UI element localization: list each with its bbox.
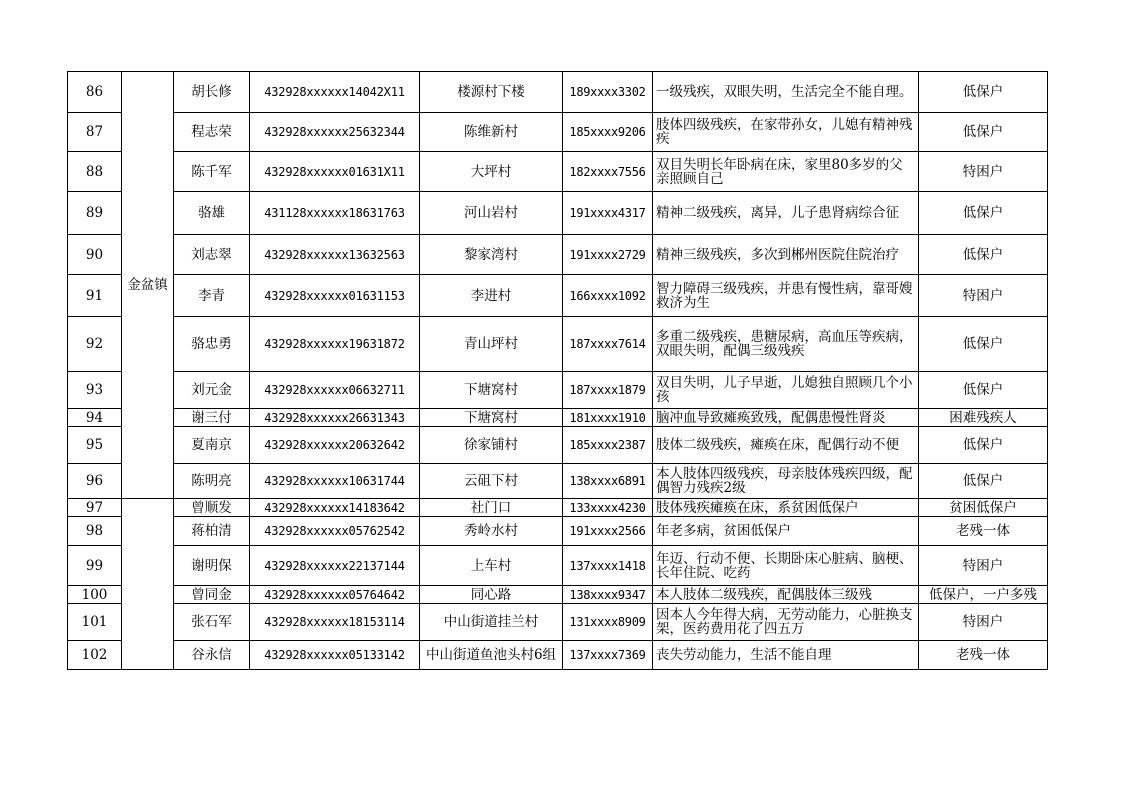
row-number: 94 bbox=[68, 409, 122, 427]
table-row bbox=[68, 586, 1048, 604]
row-number: 93 bbox=[68, 372, 122, 409]
name-cell: 陈明亮 bbox=[174, 464, 250, 499]
name-cell: 刘志翠 bbox=[174, 235, 250, 275]
table-row bbox=[68, 192, 1048, 235]
village-cell: 下塘窝村 bbox=[420, 409, 563, 427]
category-cell: 低保户 bbox=[919, 427, 1048, 464]
row-number: 92 bbox=[68, 317, 122, 372]
village-cell: 楼源村下楼 bbox=[420, 72, 563, 113]
category-cell: 低保户 bbox=[919, 464, 1048, 499]
row-number: 88 bbox=[68, 152, 122, 192]
village-cell: 中山街道鱼池头村6组 bbox=[420, 641, 563, 670]
id-number-cell: 432928xxxxxx22137144 bbox=[250, 546, 420, 586]
description-cell: 年老多病，贫困低保户 bbox=[653, 517, 919, 546]
name-cell: 程志荣 bbox=[174, 113, 250, 152]
category-cell: 低保户 bbox=[919, 113, 1048, 152]
id-number-cell: 432928xxxxxx05764642 bbox=[250, 586, 420, 604]
id-number-cell: 432928xxxxxx01631153 bbox=[250, 275, 420, 317]
table-row bbox=[68, 275, 1048, 317]
phone-cell: 185xxxx2387 bbox=[563, 427, 653, 464]
category-cell: 困难残疾人 bbox=[919, 409, 1048, 427]
phone-cell: 137xxxx7369 bbox=[563, 641, 653, 670]
phone-cell: 138xxxx6891 bbox=[563, 464, 653, 499]
row-number: 97 bbox=[68, 499, 122, 517]
table-row bbox=[68, 113, 1048, 152]
category-cell: 低保户 bbox=[919, 372, 1048, 409]
phone-cell: 131xxxx8909 bbox=[563, 604, 653, 641]
phone-cell: 137xxxx1418 bbox=[563, 546, 653, 586]
category-cell: 低保户 bbox=[919, 317, 1048, 372]
row-number: 101 bbox=[68, 604, 122, 641]
table-row bbox=[68, 409, 1048, 427]
town-cell-empty bbox=[122, 499, 174, 670]
village-cell: 大坪村 bbox=[420, 152, 563, 192]
category-cell: 特困户 bbox=[919, 152, 1048, 192]
id-number-cell: 432928xxxxxx05762542 bbox=[250, 517, 420, 546]
category-cell: 老残一体 bbox=[919, 641, 1048, 670]
table-row bbox=[68, 499, 1048, 517]
id-number-cell: 432928xxxxxx25632344 bbox=[250, 113, 420, 152]
name-cell: 刘元金 bbox=[174, 372, 250, 409]
description-cell: 双目失明，儿子早逝，儿媳独自照顾几个小孩 bbox=[653, 372, 919, 409]
records-table bbox=[67, 71, 1048, 670]
village-cell: 河山岩村 bbox=[420, 192, 563, 235]
description-cell: 肢体四级残疾，在家带孙女，儿媳有精神残疾 bbox=[653, 113, 919, 152]
name-cell: 陈千军 bbox=[174, 152, 250, 192]
village-cell: 秀岭水村 bbox=[420, 517, 563, 546]
description-cell: 精神二级残疾，离异，儿子患肾病综合征 bbox=[653, 192, 919, 235]
id-number-cell: 432928xxxxxx19631872 bbox=[250, 317, 420, 372]
phone-cell: 187xxxx1879 bbox=[563, 372, 653, 409]
category-cell: 老残一体 bbox=[919, 517, 1048, 546]
village-cell: 徐家铺村 bbox=[420, 427, 563, 464]
category-cell: 低保户，一户多残 bbox=[919, 586, 1048, 604]
name-cell: 骆雄 bbox=[174, 192, 250, 235]
village-cell: 李进村 bbox=[420, 275, 563, 317]
village-cell: 陈维新村 bbox=[420, 113, 563, 152]
description-cell: 智力障碍三级残疾，并患有慢性病，靠哥嫂救济为生 bbox=[653, 275, 919, 317]
row-number: 87 bbox=[68, 113, 122, 152]
table-row bbox=[68, 372, 1048, 409]
description-cell: 脑冲血导致瘫痪致残，配偶患慢性肾炎 bbox=[653, 409, 919, 427]
name-cell: 谢三付 bbox=[174, 409, 250, 427]
village-cell: 同心路 bbox=[420, 586, 563, 604]
phone-cell: 181xxxx1910 bbox=[563, 409, 653, 427]
town-cell: 金盆镇 bbox=[122, 72, 174, 499]
category-cell: 特困户 bbox=[919, 275, 1048, 317]
description-cell: 年迈、行动不便、长期卧床心脏病、脑梗、长年住院、吃药 bbox=[653, 546, 919, 586]
name-cell: 张石军 bbox=[174, 604, 250, 641]
category-cell: 特困户 bbox=[919, 604, 1048, 641]
table-row bbox=[68, 235, 1048, 275]
category-cell: 低保户 bbox=[919, 235, 1048, 275]
row-number: 96 bbox=[68, 464, 122, 499]
description-cell: 丧失劳动能力，生活不能自理 bbox=[653, 641, 919, 670]
row-number: 100 bbox=[68, 586, 122, 604]
id-number-cell: 432928xxxxxx05133142 bbox=[250, 641, 420, 670]
village-cell: 社门口 bbox=[420, 499, 563, 517]
table-row bbox=[68, 152, 1048, 192]
description-cell: 一级残疾，双眼失明，生活完全不能自理。 bbox=[653, 72, 919, 113]
village-cell: 中山街道挂兰村 bbox=[420, 604, 563, 641]
village-cell: 青山坪村 bbox=[420, 317, 563, 372]
name-cell: 曾同金 bbox=[174, 586, 250, 604]
row-number: 86 bbox=[68, 72, 122, 113]
phone-cell: 133xxxx4230 bbox=[563, 499, 653, 517]
phone-cell: 185xxxx9206 bbox=[563, 113, 653, 152]
description-cell: 因本人今年得大病，无劳动能力，心脏换支架，医药费用花了四五万 bbox=[653, 604, 919, 641]
row-number: 98 bbox=[68, 517, 122, 546]
table-body bbox=[68, 72, 1048, 670]
description-cell: 双目失明长年卧病在床，家里80多岁的父亲照顾自己 bbox=[653, 152, 919, 192]
id-number-cell: 432928xxxxxx10631744 bbox=[250, 464, 420, 499]
name-cell: 骆忠勇 bbox=[174, 317, 250, 372]
id-number-cell: 432928xxxxxx14042X11 bbox=[250, 72, 420, 113]
table-row bbox=[68, 546, 1048, 586]
id-number-cell: 432928xxxxxx14183642 bbox=[250, 499, 420, 517]
category-cell: 贫困低保户 bbox=[919, 499, 1048, 517]
name-cell: 胡长修 bbox=[174, 72, 250, 113]
phone-cell: 187xxxx7614 bbox=[563, 317, 653, 372]
row-number: 99 bbox=[68, 546, 122, 586]
id-number-cell: 432928xxxxxx06632711 bbox=[250, 372, 420, 409]
name-cell: 谢明保 bbox=[174, 546, 250, 586]
table-row bbox=[68, 641, 1048, 670]
description-cell: 肢体二级残疾，瘫痪在床，配偶行动不便 bbox=[653, 427, 919, 464]
id-number-cell: 431128xxxxxx18631763 bbox=[250, 192, 420, 235]
id-number-cell: 432928xxxxxx26631343 bbox=[250, 409, 420, 427]
phone-cell: 191xxxx2566 bbox=[563, 517, 653, 546]
id-number-cell: 432928xxxxxx01631X11 bbox=[250, 152, 420, 192]
table-row bbox=[68, 604, 1048, 641]
category-cell: 低保户 bbox=[919, 72, 1048, 113]
phone-cell: 189xxxx3302 bbox=[563, 72, 653, 113]
category-cell: 特困户 bbox=[919, 546, 1048, 586]
name-cell: 蒋柏清 bbox=[174, 517, 250, 546]
table-row bbox=[68, 427, 1048, 464]
description-cell: 精神三级残疾，多次到郴州医院住院治疗 bbox=[653, 235, 919, 275]
table-row bbox=[68, 317, 1048, 372]
description-cell: 肢体残疾瘫痪在床，系贫困低保户 bbox=[653, 499, 919, 517]
description-cell: 多重二级残疾，患糖尿病，高血压等疾病，双眼失明，配偶三级残疾 bbox=[653, 317, 919, 372]
village-cell: 黎家湾村 bbox=[420, 235, 563, 275]
row-number: 95 bbox=[68, 427, 122, 464]
table-row bbox=[68, 464, 1048, 499]
phone-cell: 138xxxx9347 bbox=[563, 586, 653, 604]
village-cell: 下塘窝村 bbox=[420, 372, 563, 409]
table-row bbox=[68, 72, 1048, 113]
row-number: 89 bbox=[68, 192, 122, 235]
village-cell: 上车村 bbox=[420, 546, 563, 586]
description-cell: 本人肢体二级残疾，配偶肢体三级残 bbox=[653, 586, 919, 604]
name-cell: 李青 bbox=[174, 275, 250, 317]
name-cell: 夏南京 bbox=[174, 427, 250, 464]
row-number: 102 bbox=[68, 641, 122, 670]
village-cell: 云砠下村 bbox=[420, 464, 563, 499]
name-cell: 谷永信 bbox=[174, 641, 250, 670]
id-number-cell: 432928xxxxxx20632642 bbox=[250, 427, 420, 464]
description-cell: 本人肢体四级残疾，母亲肢体残疾四级，配偶智力残疾2级 bbox=[653, 464, 919, 499]
phone-cell: 182xxxx7556 bbox=[563, 152, 653, 192]
id-number-cell: 432928xxxxxx18153114 bbox=[250, 604, 420, 641]
phone-cell: 166xxxx1092 bbox=[563, 275, 653, 317]
category-cell: 低保户 bbox=[919, 192, 1048, 235]
phone-cell: 191xxxx2729 bbox=[563, 235, 653, 275]
id-number-cell: 432928xxxxxx13632563 bbox=[250, 235, 420, 275]
row-number: 90 bbox=[68, 235, 122, 275]
table-row bbox=[68, 517, 1048, 546]
row-number: 91 bbox=[68, 275, 122, 317]
phone-cell: 191xxxx4317 bbox=[563, 192, 653, 235]
name-cell: 曾顺发 bbox=[174, 499, 250, 517]
